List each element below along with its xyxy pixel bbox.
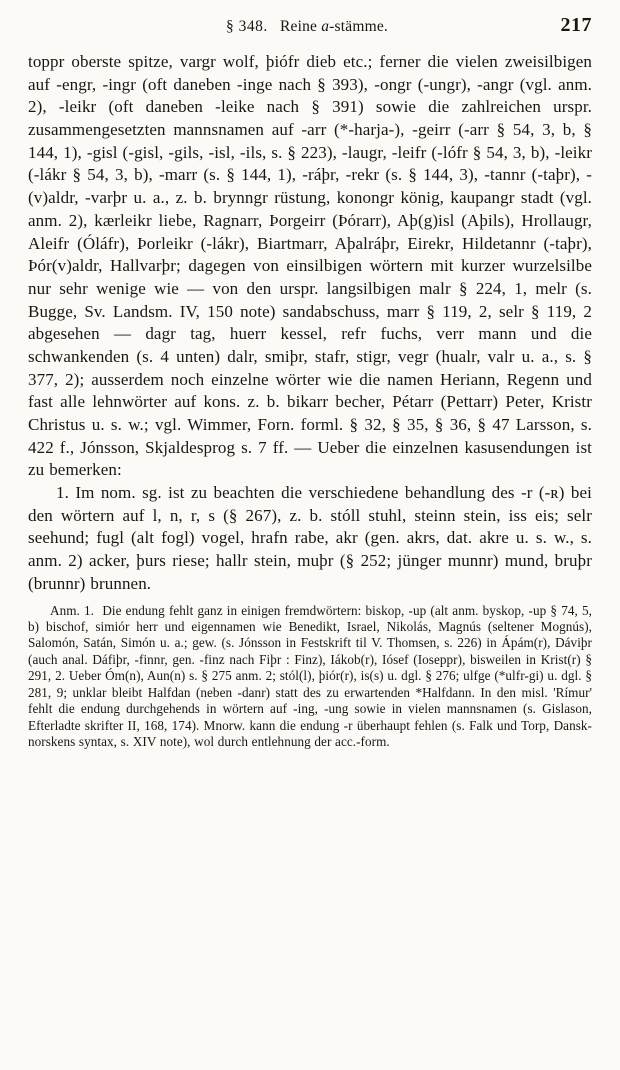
running-head (68, 18, 546, 36)
page-content (28, 14, 592, 750)
note-text: Die endung fehlt ganz in einigen fremdwörtern: biskop, -up (alt anm. byskop, -up § 74, 5, b) bischof, simiór herr und eigennamen wie Benedikt, Israel, Nikolás, Magnús (seltener Mognús), Salomón, Satán, Simón u. a.; gew. (s. Jónsson in Festskrift til V. Thomsen, s. 226) in Ápám(r), Dáviþr (auch anal. Dáfiþr, -finnr, gen. -finz nach Fiþr : Finz), Iákob(r), Iósef (Ioseppr), bisweilen in Krist(r) § 291, 2. Ueber Óm(n), Aun(n) s. § 275 anm. 2; stól(l), þiór(r), is(s) u. dgl. § 276; ulfge (*ulfr-gi) u. dgl. § 281, 9; unklar bleibt Halfdan (neben -danr) statt des zu erwartenden *Halfdann. In den misl. 'Rímur' fehlt die endung durchgehends in wörtern auf -ing, -ung sowie in vielen mannsnamen (s. Gislason, Efterladte skrifter II, 168, 174). Mnorw. kann die endung -r überhaupt fehlen (s. Falk und Torp, Dansk-norskens syntax, s. XIV note), wol durch entlehnung der acc.-form. (28, 602, 592, 749)
running-title-italic: a (321, 18, 330, 35)
paragraph-item-1: 1. Im nom. sg. ist zu beachten die verschiedene behandlung des -r (-ʀ) bei den wörtern auf l, n, r, s (§ 267), z. b. stóll stuhl, steinn stein, iss eis; selr seehund; fugl (alt fogl) vogel, hrafn rabe, akr (gen. akrs, dat. akre u. s. w., s. anm. 2) acker, þurs riese; hallr stein, muþr (§ 252; jünger munnr) mund, bruþr (brunnr) brunnen. (28, 483, 592, 593)
note-body (28, 603, 592, 751)
note-label: Anm. 1. (50, 602, 95, 618)
note-block (28, 603, 592, 751)
page-number: 217 (560, 14, 592, 36)
running-title-tail: -stämme. (329, 18, 389, 35)
section-mark: § 348. (225, 18, 268, 35)
page-header (28, 14, 592, 37)
running-title-plain: Reine (279, 18, 322, 35)
body-text (28, 51, 592, 596)
paragraph-main: toppr oberste spitze, vargr wolf, þiófr dieb etc.; ferner die vielen zweisilbigen auf -engr, -ingr (oft daneben -inge nach § 393), -ongr (-ungr), -angr (vgl. anm. 2), -leikr (oft daneben -leike nach § 391) sowie die zahlreichen urspr. zusammengesetzten mannsnamen auf -arr (*-harja-), -geirr (-arr § 54, 3, b, § 144, 1), -gisl (-gisl, -gils, -isl, -ils, s. § 223), -laugr, -leifr (-lófr § 54, 3, b), -leikr (-lákr § 54, 3, b), -marr (s. § 144, 1), -ráþr, -rekr (s. § 144, 3), -tannr (-taþr), -(v)aldr, -varþr u. a., z. b. brynngr rüstung, konongr könig, kaupangr stadt (vgl. anm. 2), kærleikr liebe, Ragnarr, Þorgeirr (Þórarr), Aþ(g)isl (Aþils), Hrollaugr, Aleifr (Óláfr), Þorleikr (-lákr), Biartmarr, Aþalráþr, Eirekr, Hildetannr (-taþr), Þór(v)aldr, Hallvarþr; dagegen von einsilbigen wörtern mit kurzer wurzelsilbe nur sehr wenige wie — von den urspr. langsilbigen malr § 224, 1, melr (s. Bugge, Sv. Landsm. IV, 150 note) sandabschuss, marr § 119, 2, selr § 119, 2 abgesehen — dagr tag, huerr kessel, refr fuchs, verr mann und die schwankenden (s. 4 unten) dalr, smiþr, stafr, stigr, vegr (hualr, valr u. a., s. § 377, 2); ausserdem noch einzelne wörter wie die namen Heriann, Regenn und fast alle lehnwörter auf kons. z. b. bikarr becher, Pétarr (Pettarr) Peter, Kristr Christus u. s. w.; vgl. Wimmer, Forn. forml. § 32, § 35, § 36, § 47 Larsson, s. 422 f., Jónsson, Skjaldesprog s. 7 ff. — Ueber die einzelnen kasusendungen ist zu bemerken: (28, 52, 592, 480)
